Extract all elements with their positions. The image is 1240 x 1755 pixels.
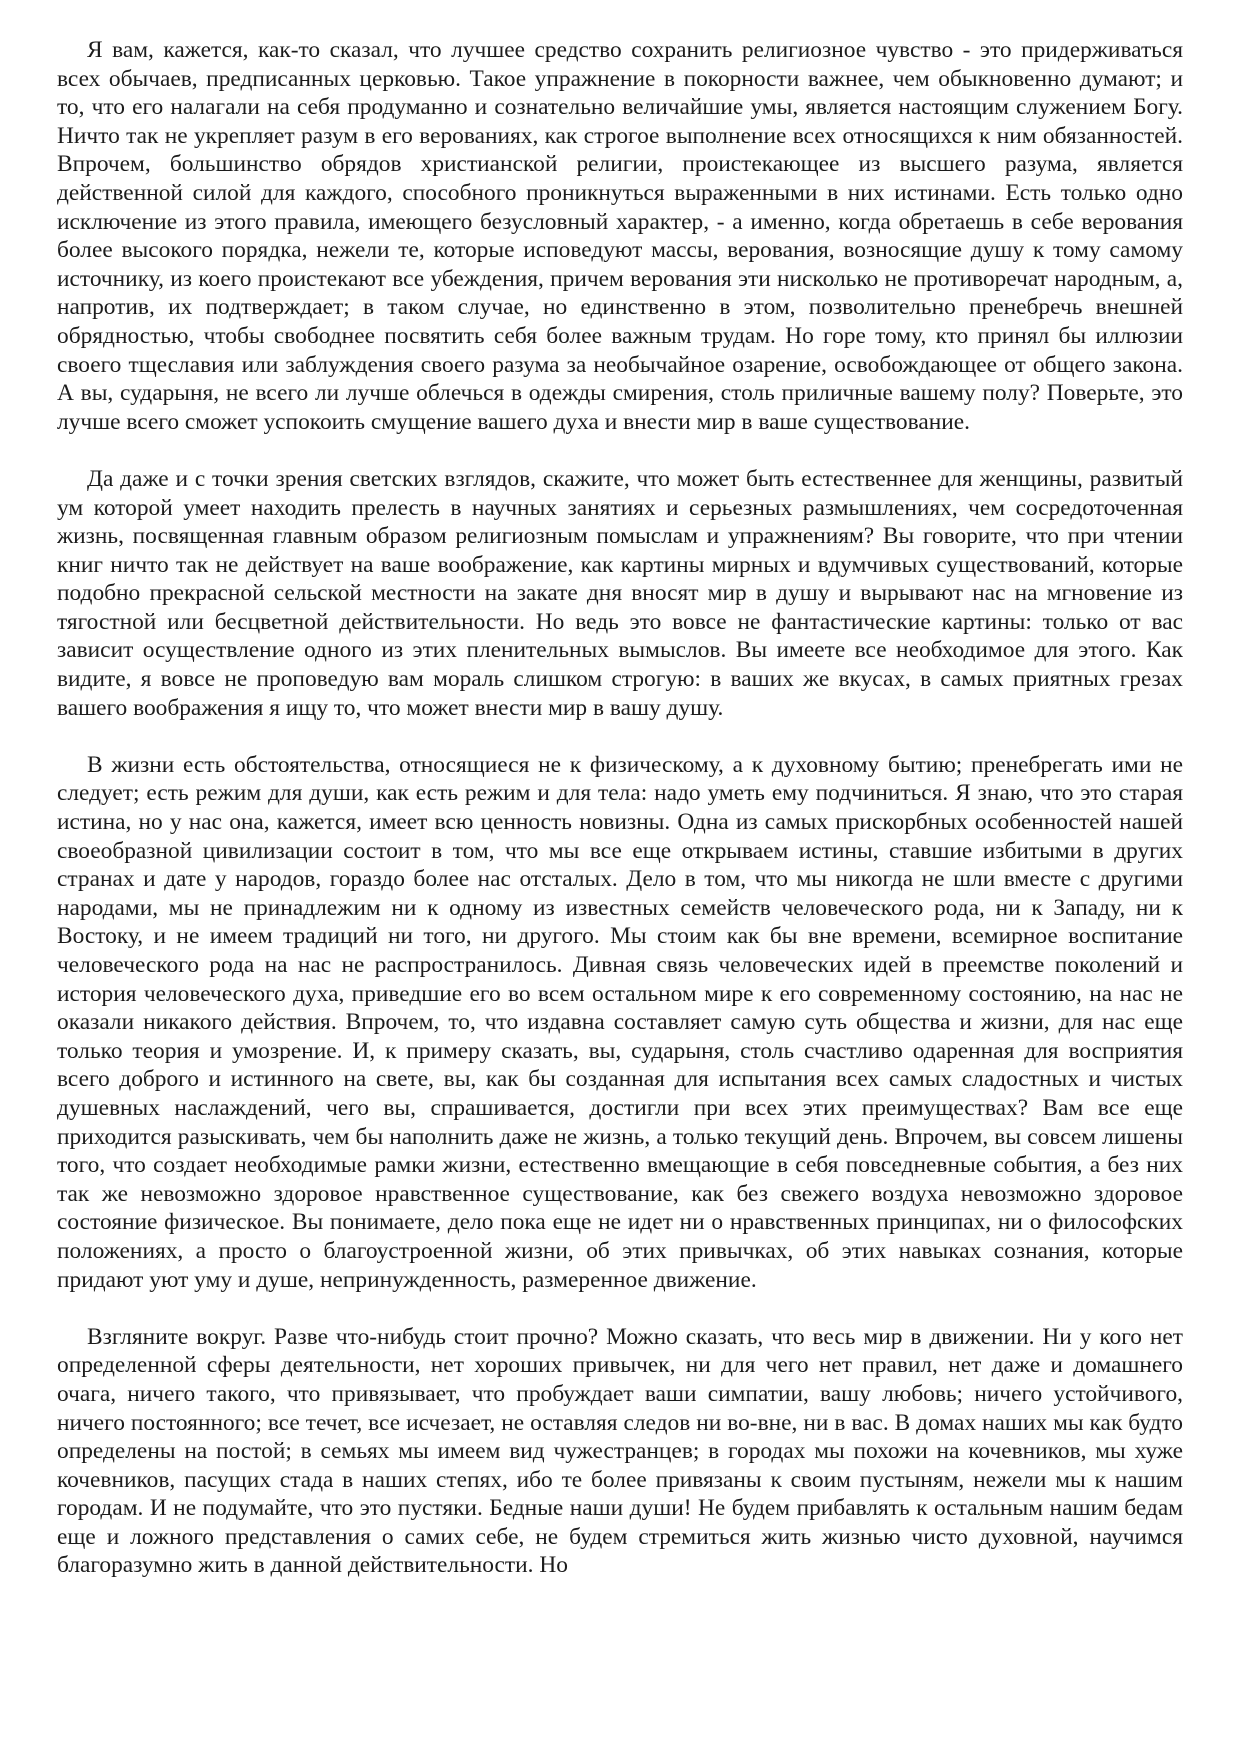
paragraph-4: Взгляните вокруг. Разве что-нибудь стоит прочно? Можно сказать, что весь мир в движении. Ни у кого нет определенной сферы деятельности, нет хороших привычек, ни для чего нет правил, нет даже и домашнего очага, ничего такого, что привязывает, что пробуждает ваши симпатии, вашу любовь; ничего устойчивого, ничего постоянного; все течет, все исчезает, не оставляя следов ни во-вне, ни в вас. В домах наших мы как будто определены на постой; в семьях мы имеем вид чужестранцев; в городах мы похожи на кочевников, мы хуже кочевников, пасущих стада в наших степях, ибо те более привязаны к своим пустыням, нежели мы к нашим городам. И не подумайте, что это пустяки. Бедные наши души! Не будем прибавлять к остальным нашим бедам еще и ложного представления о самих себе, не будем стремиться жить жизнью чисто духовной, научимся благоразумно жить в данной действительности. Но	[57, 1323, 1183, 1579]
paragraph-2: Да даже и с точки зрения светских взглядов, скажите, что может быть естественнее для женщины, развитый ум которой умеет находить прелесть в научных занятиях и серьезных размышлениях, чем сосредоточенная жизнь, посвященная главным образом религиозным помыслам и упражнениям? Вы говорите, что при чтении книг ничто так не действует на ваше воображение, как картины мирных и вдумчивых существований, которые подобно прекрасной сельской местности на закате дня вносят мир в душу и вырывают нас на мгновение из тягостной или бесцветной действительности. Но ведь это вовсе не фантастические картины: только от вас зависит осуществление одного из этих пленительных вымыслов. Вы имеете все необходимое для этого. Как видите, я вовсе не проповедую вам мораль слишком строгую: в ваших же вкусах, в самых приятных грезах вашего воображения я ищу то, что может внести мир в вашу душу.	[57, 465, 1183, 721]
paragraph-3: В жизни есть обстоятельства, относящиеся не к физическому, а к духовному бытию; пренебрегать ими не следует; есть режим для души, как есть режим и для тела: надо уметь ему подчиниться. Я знаю, что это старая истина, но у нас она, кажется, имеет всю ценность новизны. Одна из самых прискорбных особенностей нашей своеобразной цивилизации состоит в том, что мы все еще открываем истины, ставшие избитыми в других странах и дате у народов, гораздо более нас отсталых. Дело в том, что мы никогда не шли вместе с другими народами, мы не принадлежим ни к одному из известных семейств человеческого рода, ни к Западу, ни к Востоку, и не имеем традиций ни того, ни другого. Мы стоим как бы вне времени, всемирное воспитание человеческого рода на нас не распространилось. Дивная связь человеческих идей в преемстве поколений и история человеческого духа, приведшие его во всем остальном мире к его современному состоянию, на нас не оказали никакого действия. Впрочем, то, что издавна составляет самую суть общества и жизни, для нас еще только теория и умозрение. И, к примеру сказать, вы, сударыня, столь счастливо одаренная для восприятия всего доброго и истинного на свете, вы, как бы созданная для испытания всех самых сладостных и чистых душевных наслаждений, чего вы, спрашивается, достигли при всех этих преимуществах? Вам все еще приходится разыскивать, чем бы наполнить даже не жизнь, а только текущий день. Впрочем, вы совсем лишены того, что создает необходимые рамки жизни, естественно вмещающие в себя повседневные события, а без них так же невозможно здоровое нравственное существование, как без свежего воздуха невозможно здоровое состояние физическое. Вы понимаете, дело пока еще не идет ни о нравственных принципах, ни о философских положениях, а просто о благоустроенной жизни, об этих привычках, об этих навыках сознания, которые придают уют уму и душе, непринужденность, размеренное движение.	[57, 751, 1183, 1293]
document-page	[57, 36, 1183, 1736]
paragraph-1: Я вам, кажется, как-то сказал, что лучшее средство сохранить религиозное чувство - это придерживаться всех обычаев, предписанных церковью. Такое упражнение в покорности важнее, чем обыкновенно думают; и то, что его налагали на себя продуманно и сознательно величайшие умы, является настоящим служением Богу. Ничто так не укрепляет разум в его верованиях, как строгое выполнение всех относящихся к ним обязанностей. Впрочем, большинство обрядов христианской религии, проистекающее из высшего разума, является действенной силой для каждого, способного проникнуться выраженными в них истинами. Есть только одно исключение из этого правила, имеющего безусловный характер, - а именно, когда обретаешь в себе верования более высокого порядка, нежели те, которые исповедуют массы, верования, возносящие душу к тому самому источнику, из коего проистекают все убеждения, причем верования эти нисколько не противоречат народным, а, напротив, их подтверждает; в таком случае, но единственно в этом, позволительно пренебречь внешней обрядностью, чтобы свободнее посвятить себя более важным трудам. Но горе тому, кто принял бы иллюзии своего тщеславия или заблуждения своего разума за необычайное озарение, освобождающее от общего закона. А вы, сударыня, не всего ли лучше облечься в одежды смирения, столь приличные вашему полу? Поверьте, это лучше всего сможет успокоить смущение вашего духа и внести мир в ваше существование.	[57, 37, 1183, 435]
